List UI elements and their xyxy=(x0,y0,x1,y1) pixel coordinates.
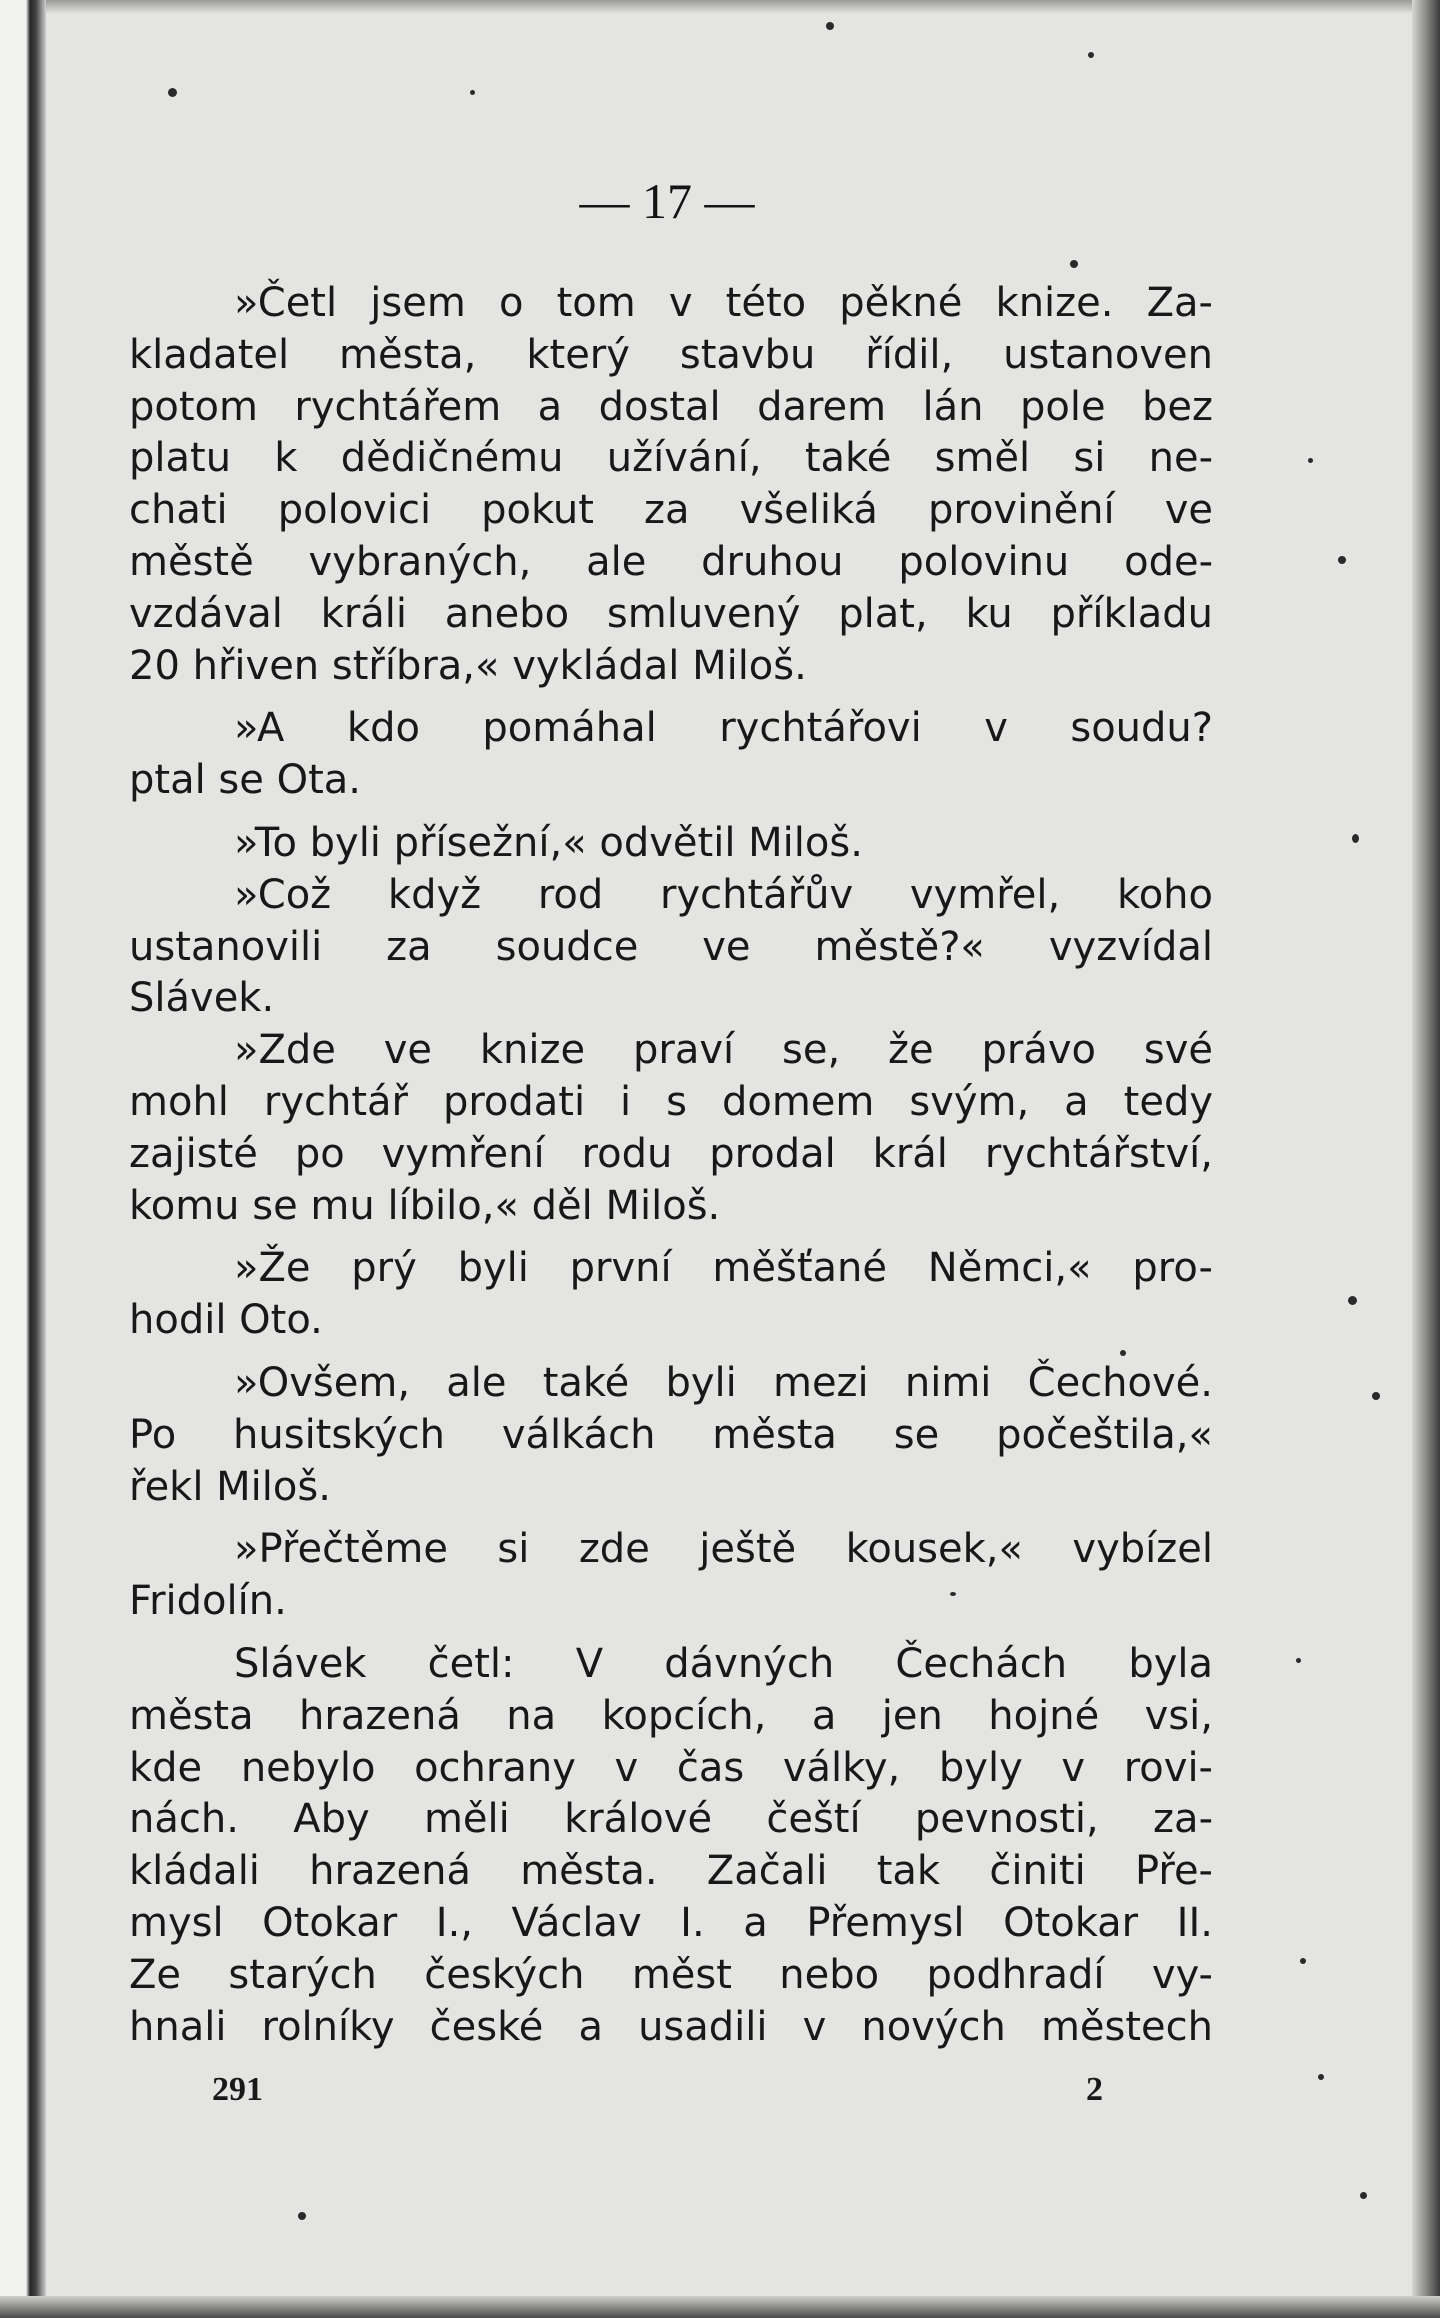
text-line: kde nebylo ochrany v čas války, byly v rovi- xyxy=(129,1744,1213,1791)
paper-speck xyxy=(1372,1392,1380,1400)
text-line: »A kdo pomáhal rychtářovi v soudu? xyxy=(234,705,1213,752)
paper-speck xyxy=(1348,1296,1357,1305)
page-bottom-edge-shadow xyxy=(0,2296,1440,2318)
paper-speck xyxy=(1352,834,1359,843)
paper-speck xyxy=(1338,556,1346,564)
text-line: mysl Otokar I., Václav I. a Přemysl Otokar II. xyxy=(129,1899,1213,1946)
text-line: 20 hřiven stříbra,« vykládal Miloš. xyxy=(129,642,807,689)
paragraph-gap xyxy=(129,692,1213,703)
text-line: města hrazená na kopcích, a jen hojné vsi, xyxy=(129,1692,1213,1739)
text-line: vzdával králi anebo smluvený plat, ku příkladu xyxy=(129,590,1213,637)
signature-number: 291 xyxy=(212,2071,263,2108)
text-line: Ze starých českých měst nebo podhradí vy- xyxy=(129,1951,1213,1998)
paper-speck xyxy=(1070,260,1078,268)
paragraph-gap xyxy=(129,1628,1213,1639)
paper-speck xyxy=(1296,1658,1301,1663)
text-line: nách. Aby měli králové čeští pevnosti, za- xyxy=(129,1796,1213,1843)
paper-speck xyxy=(1318,2074,1324,2080)
text-line: kládali hrazená města. Začali tak činiti Pře- xyxy=(129,1848,1213,1895)
text-line: kladatel města, který stavbu řídil, ustanoven xyxy=(129,331,1213,378)
paragraph-gap xyxy=(129,1347,1213,1358)
paper-speck xyxy=(298,2212,306,2220)
text-line: »Přečtěme si zde ještě kousek,« vybízel xyxy=(234,1526,1213,1573)
paper-speck xyxy=(470,90,475,95)
text-line: »Četl jsem o tom v této pěkné knize. Za- xyxy=(234,280,1213,326)
page-number: — 17 — xyxy=(579,173,755,229)
page-right-edge-shadow xyxy=(1412,0,1440,2318)
page-top-edge-shadow xyxy=(0,0,1440,14)
text-line: »To byli přísežní,« odvětil Miloš. xyxy=(234,819,863,866)
paper-speck xyxy=(826,22,834,30)
paragraph-gap xyxy=(129,1232,1213,1243)
text-line: Po husitských válkách města se počeštila,« xyxy=(129,1411,1213,1458)
text-line: zajisté po vymření rodu prodal král rychtářství, xyxy=(129,1130,1213,1177)
text-line: hodil Oto. xyxy=(129,1297,323,1344)
text-line: komu se mu líbilo,« děl Miloš. xyxy=(129,1182,721,1229)
sheet-mark: 2 xyxy=(1086,2071,1103,2108)
text-line: chati polovici pokut za všeliká provinění ve xyxy=(129,487,1213,534)
text-line: platu k dědičnému užívání, také směl si ne- xyxy=(129,435,1213,482)
text-line: »Ovšem, ale také byli mezi nimi Čechové. xyxy=(234,1359,1213,1406)
text-line: »Zde ve knize praví se, že právo své xyxy=(234,1027,1213,1074)
text-line: »Což když rod rychtářův vymřel, koho xyxy=(234,871,1213,918)
text-line: městě vybraných, ale druhou polovinu ode- xyxy=(129,538,1213,585)
text-line: potom rychtářem a dostal darem lán pole bez xyxy=(129,383,1213,430)
text-line: Fridolín. xyxy=(129,1578,287,1625)
text-line: Slávek četl: V dávných Čechách byla xyxy=(234,1640,1213,1687)
text-line: řekl Miloš. xyxy=(129,1463,331,1510)
paragraph-gap xyxy=(129,1513,1213,1524)
paper-speck xyxy=(168,88,177,97)
body-text xyxy=(129,278,1213,2053)
text-line: »Že prý byli první měšťané Němci,« pro- xyxy=(234,1245,1213,1292)
text-line: ptal se Ota. xyxy=(129,757,361,804)
paragraph-gap xyxy=(129,807,1213,818)
paper-speck xyxy=(1360,2192,1367,2199)
paper-speck xyxy=(1308,458,1313,463)
book-spine-edge xyxy=(0,0,46,2318)
paper-speck xyxy=(1088,52,1094,58)
text-line: hnali rolníky české a usadili v nových městech xyxy=(129,2003,1213,2050)
text-line: ustanovili za soudce ve městě?« vyzvídal xyxy=(129,923,1213,970)
text-line: mohl rychtář prodati i s domem svým, a tedy xyxy=(129,1078,1213,1125)
text-line: Slávek. xyxy=(129,975,275,1022)
paper-speck xyxy=(1300,1958,1306,1964)
